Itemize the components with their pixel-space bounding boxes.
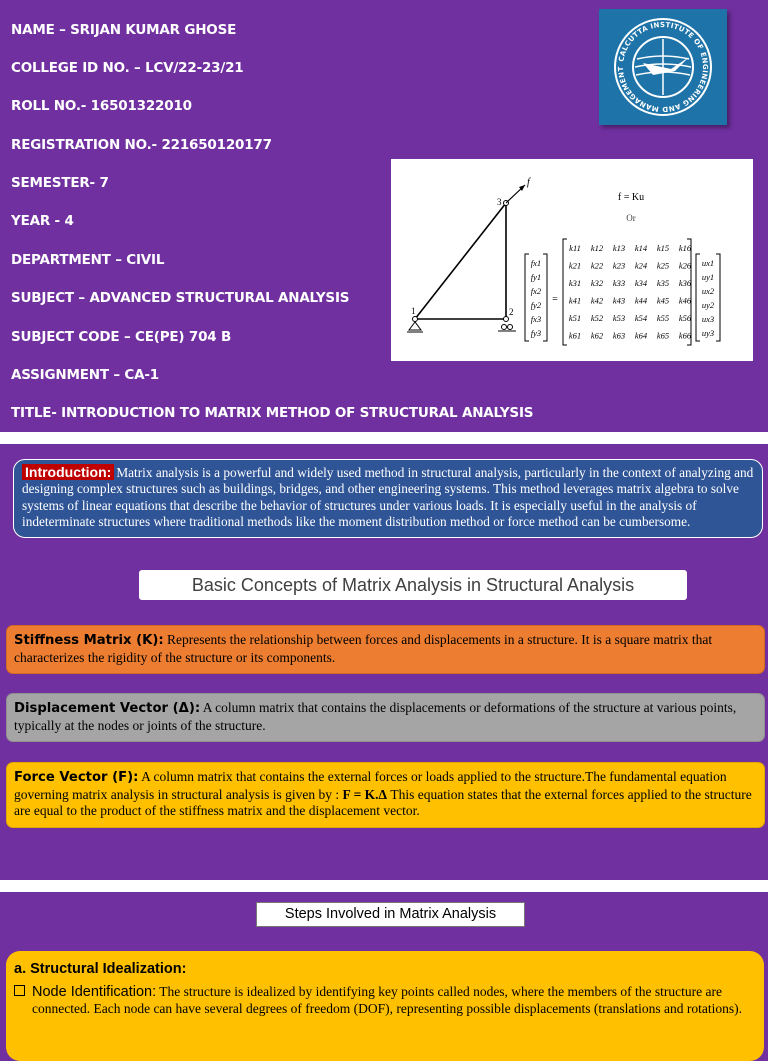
college-logo: [599, 9, 727, 125]
logo-text: CALCUTTA INSTITUTE OF ENGINEERING AND MANAGEMENT: [616, 20, 710, 114]
structural-idealization-card: [6, 951, 764, 1061]
introduction-box: [13, 459, 763, 538]
matrix-entry: k43: [612, 295, 626, 306]
displacement-vector-card: [6, 693, 765, 742]
equation-label: f = Ku: [617, 192, 645, 203]
globe-icon: [635, 39, 691, 95]
concept-label: Displacement Vector (Δ):: [14, 701, 201, 716]
college-id: COLLEGE ID NO. – LCV/22-23/21: [11, 60, 244, 76]
year: YEAR - 4: [11, 213, 74, 229]
roll-no: ROLL NO.- 16501322010: [11, 98, 192, 114]
node-label: 1: [411, 306, 416, 316]
steps-slide: [0, 892, 768, 1024]
title-slide: [0, 0, 768, 432]
matrix-entry: k32: [590, 278, 604, 288]
force-entry: fy1: [530, 272, 542, 282]
matrix-entry: k14: [634, 243, 648, 253]
force-vector-card: [6, 762, 765, 828]
matrix-entry: k61: [568, 330, 582, 341]
matrix-entry: k51: [568, 313, 582, 323]
truss-diagram: [407, 177, 531, 332]
slide-divider: [0, 880, 768, 892]
displacement-entry: ux2: [701, 286, 715, 296]
displacement-entry: ux1: [701, 258, 715, 268]
semester: SEMESTER- 7: [11, 175, 109, 191]
matrix-entry: k11: [569, 243, 581, 253]
concept-text: A column matrix that contains the displacements or deformations of the structure at various points, typically at the nodes or joints of the structure.: [14, 700, 737, 733]
checkbox-bullet-icon: [14, 985, 25, 996]
matrix-entry: k54: [634, 313, 648, 323]
registration-no: REGISTRATION NO.- 221650120177: [11, 137, 272, 153]
fundamental-equation: F = K.Δ: [342, 786, 387, 802]
matrix-entry: k33: [612, 278, 626, 288]
matrix-entry: k55: [656, 313, 670, 323]
assignment: ASSIGNMENT – CA-1: [11, 367, 159, 383]
matrix-entry: k44: [634, 295, 648, 306]
matrix-entry: k66: [678, 330, 692, 341]
matrix-entry: k62: [590, 330, 604, 341]
matrix-entry: k52: [590, 313, 604, 323]
node-label: 2: [509, 307, 514, 317]
displacement-entry: uy1: [701, 272, 715, 282]
force-label: f: [527, 177, 530, 188]
matrix-entry: k41: [568, 295, 582, 306]
concept-text: A column matrix that contains the external forces or loads applied to the structure.The fundamental equation governing matrix analysis in structural analysis is given by :: [14, 769, 727, 802]
stiffness-figure: [391, 159, 753, 361]
introduction-label: Introduction:: [22, 464, 114, 480]
force-entry: fy3: [530, 328, 542, 338]
matrix-entry: k36: [678, 278, 692, 288]
stiffness-matrix: [569, 243, 692, 341]
step-item-label: Node Identification:: [32, 984, 157, 1000]
matrix-entry: k24: [634, 260, 648, 271]
force-vector: [531, 258, 542, 338]
step-heading: a. Structural Idealization:: [14, 961, 187, 977]
force-entry: fx2: [530, 286, 542, 296]
matrix-entry: k34: [634, 278, 648, 288]
matrix-entry: k25: [656, 260, 670, 271]
matrix-entry: k26: [678, 260, 692, 271]
matrix-entry: k22: [590, 260, 604, 271]
subject: SUBJECT – ADVANCED STRUCTURAL ANALYSIS: [11, 290, 350, 306]
matrix-entry: k53: [612, 313, 626, 323]
concept-label: Force Vector (F):: [14, 770, 139, 785]
matrix-entry: k42: [590, 295, 604, 306]
matrix-entry: k13: [612, 243, 626, 253]
department: DEPARTMENT – CIVIL: [11, 252, 165, 268]
force-entry: fx3: [530, 314, 542, 324]
matrix-entry: k45: [656, 295, 670, 306]
matrix-entry: k65: [656, 330, 670, 341]
concepts-title: Basic Concepts of Matrix Analysis in Structural Analysis: [139, 570, 687, 600]
concept-text: This equation states that the external forces applied to the structure are equal to the product of the stiffness matrix and the displacement vector.: [14, 786, 752, 818]
matrix-entry: k56: [678, 313, 692, 323]
step-item-text: The structure is idealized by identifying key points called nodes, where the members of the structure are connected. Each node can have several degrees of freedom (DOF), representing possible displacements (translations and rotations).: [32, 984, 742, 1016]
or-label: Or: [626, 213, 636, 223]
subject-code: SUBJECT CODE – CE(PE) 704 B: [11, 329, 232, 345]
concept-text: Represents the relationship between forces and displacements in a structure. It is a square matrix that characterizes the rigidity of the structure or its components.: [14, 632, 713, 665]
introduction-text: Matrix analysis is a powerful and widely used method in structural analysis, particularly in the context of analyzing and designing complex structures such as buildings, bridges, and other engineering systems. This method leverages matrix algebra to solve systems of linear equations that describe the behavior of structures under various loads. It is especially useful in the analysis of indeterminate structures where traditional methods like the moment distribution method or force method can be cumbersome.: [22, 465, 754, 530]
student-name: NAME – SRIJAN KUMAR GHOSE: [11, 22, 237, 38]
matrix-entry: k31: [568, 278, 582, 288]
node-identification-item: [14, 984, 756, 1016]
concept-label: Stiffness Matrix (K):: [14, 633, 164, 648]
displacement-vector: [702, 258, 715, 338]
matrix-entry: k63: [612, 330, 626, 341]
assignment-title: TITLE- INTRODUCTION TO MATRIX METHOD OF STRUCTURAL ANALYSIS: [11, 405, 534, 421]
slide-divider: [0, 432, 768, 444]
force-entry: fx1: [530, 258, 542, 268]
matrix-entry: k64: [634, 330, 648, 341]
matrix-entry: k12: [590, 243, 604, 253]
matrix-entry: k16: [678, 243, 692, 253]
displacement-entry: uy3: [701, 328, 715, 338]
matrix-entry: k35: [656, 278, 670, 288]
node-label: 3: [497, 197, 502, 207]
force-entry: fy2: [530, 300, 542, 310]
matrix-entry: k23: [612, 260, 626, 271]
steps-title: Steps Involved in Matrix Analysis: [256, 902, 525, 927]
stiffness-matrix-card: [6, 625, 765, 674]
displacement-entry: uy2: [701, 300, 715, 310]
equals-sign: =: [552, 294, 558, 305]
matrix-entry: k21: [568, 260, 582, 271]
displacement-entry: ux3: [701, 314, 715, 324]
matrix-entry: k46: [678, 295, 692, 306]
concepts-slide: [0, 444, 768, 880]
matrix-entry: k15: [656, 243, 670, 253]
